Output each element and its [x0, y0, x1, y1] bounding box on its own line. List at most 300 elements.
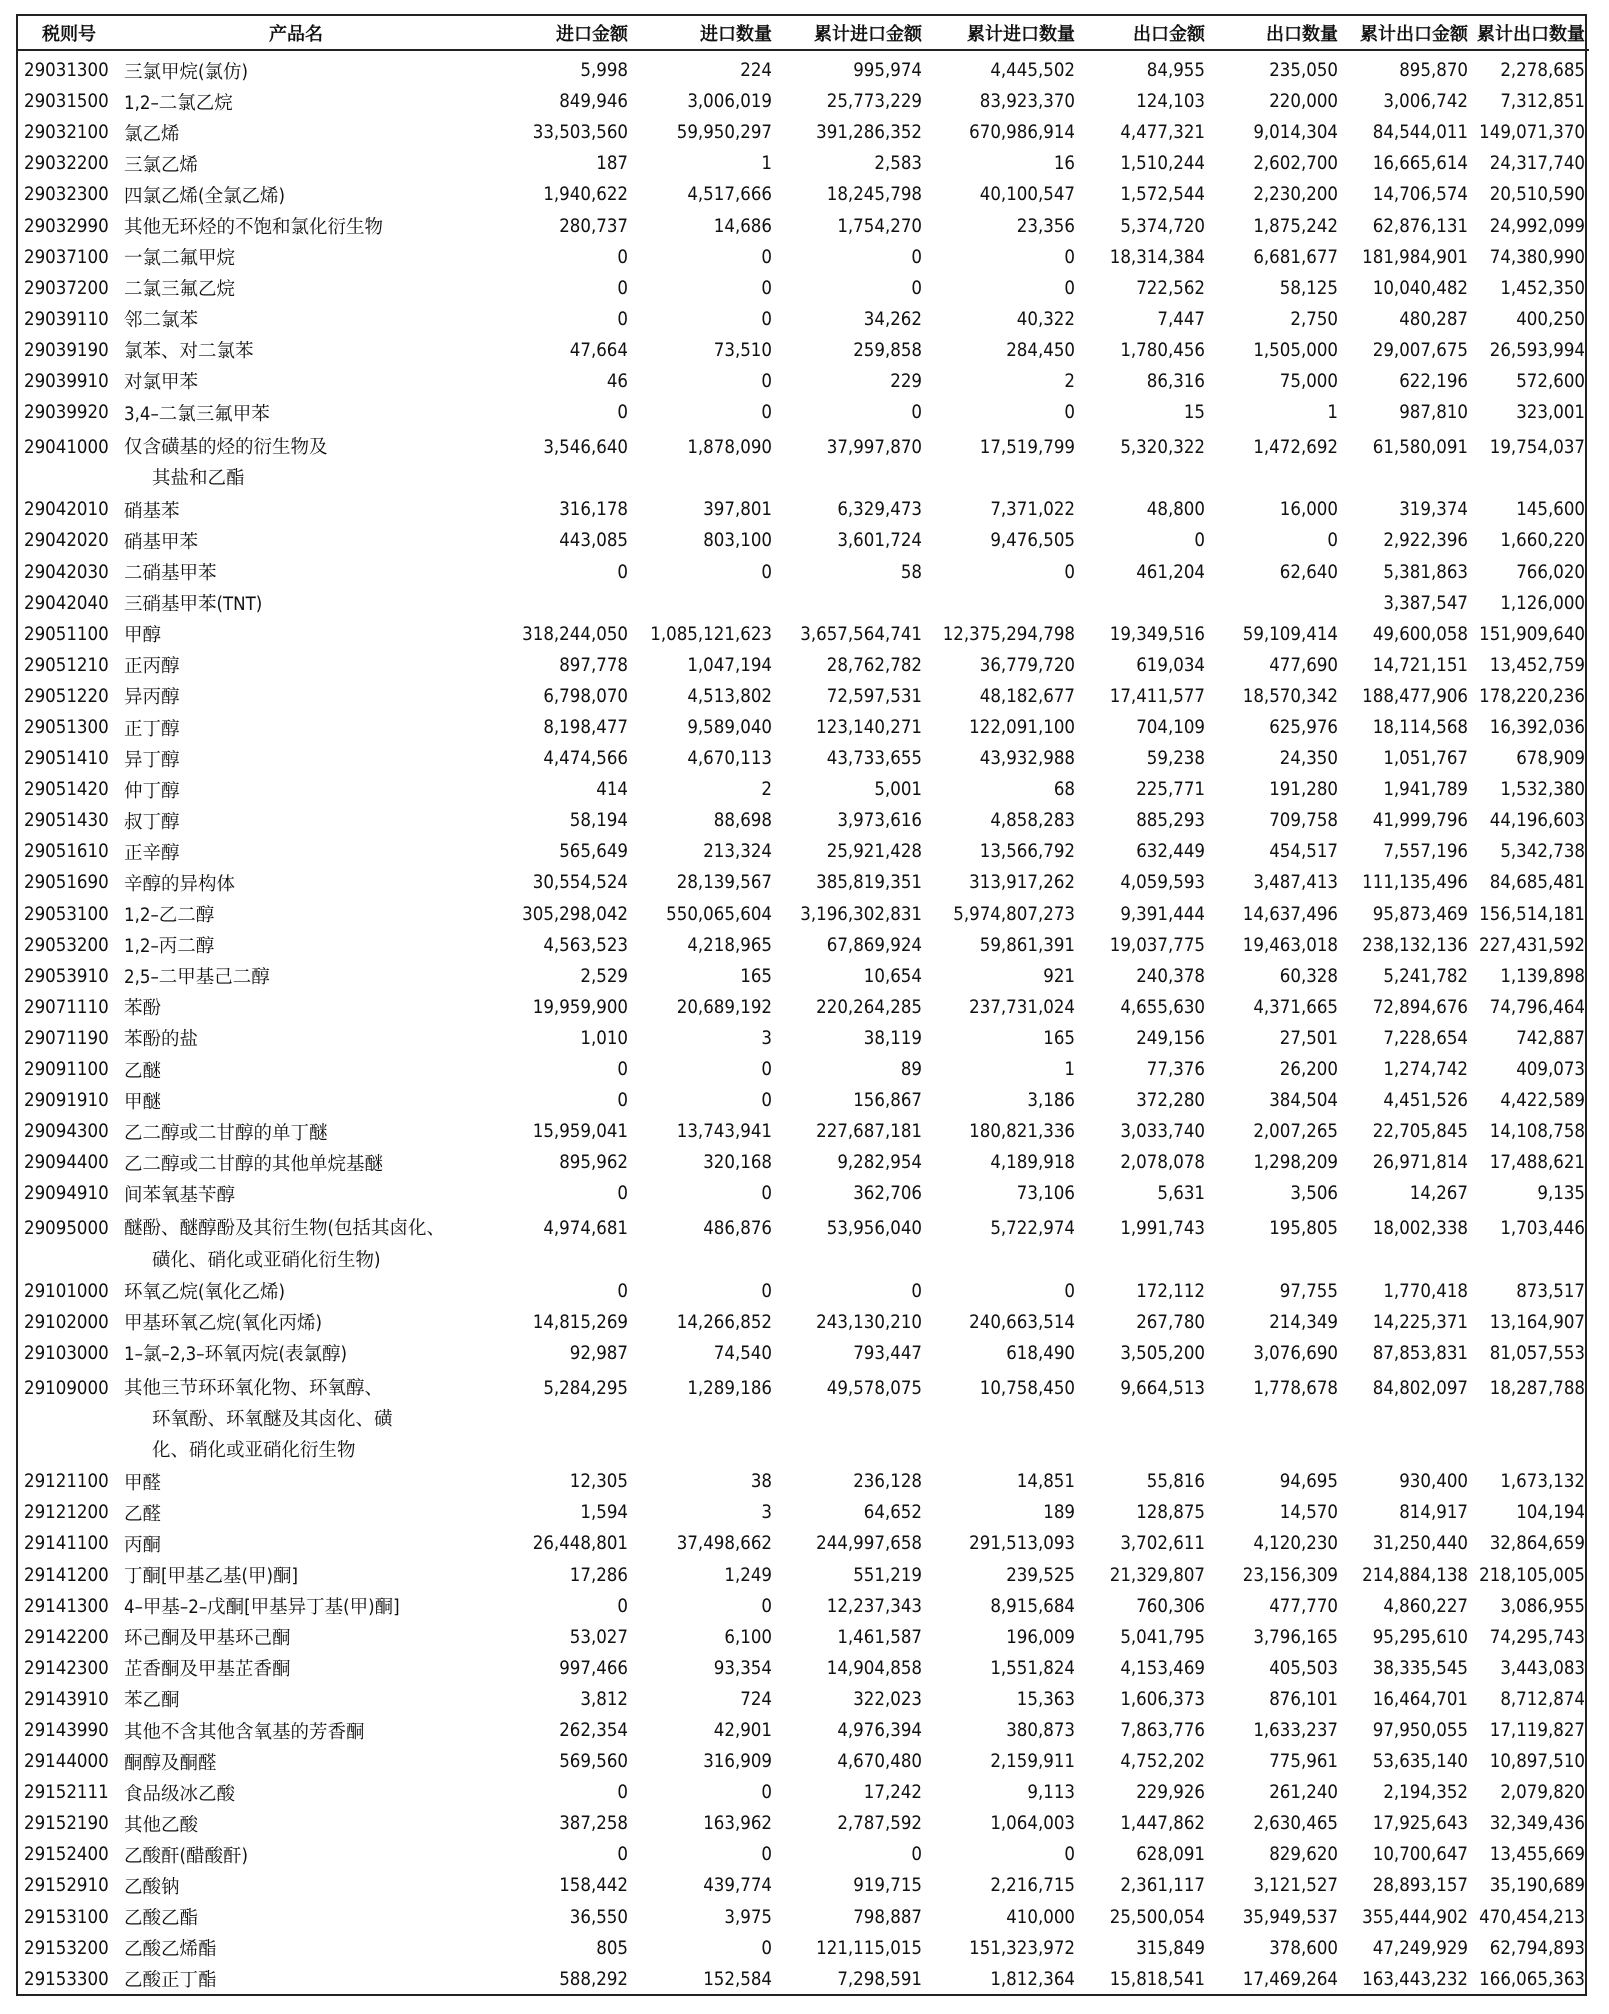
- product-name-cell: [120, 619, 472, 650]
- cumulative-export-quantity-cell: 8,712,874: [1500, 1688, 1585, 1710]
- import-amount-cell: 8,198,477: [543, 717, 628, 739]
- export-quantity-cell: 829,620: [1269, 1844, 1338, 1866]
- export-quantity-cell: 1,875,242: [1253, 215, 1338, 237]
- cumulative-export-quantity-cell: 1,673,132: [1500, 1471, 1585, 1493]
- cumulative-import-quantity-cell: 0: [1064, 277, 1075, 299]
- export-quantity-cell: 59,109,414: [1242, 623, 1338, 645]
- product-name-cell: [120, 304, 472, 335]
- import-quantity-cell: 550,065,604: [666, 903, 772, 925]
- cumulative-export-quantity-cell: 104,194: [1516, 1502, 1585, 1524]
- table-row: [18, 1653, 1589, 1684]
- export-amount-cell: 619,034: [1136, 654, 1205, 676]
- table-row: [18, 899, 1589, 930]
- cumulative-import-quantity-cell: 5,974,807,273: [953, 903, 1075, 925]
- cumulative-export-quantity-cell: 1,660,220: [1500, 530, 1585, 552]
- cumulative-import-amount-cell: 3,601,724: [837, 530, 922, 552]
- import-quantity-cell: 397,801: [703, 499, 772, 521]
- import-quantity-cell: 3: [761, 1027, 772, 1049]
- export-amount-cell: 225,771: [1136, 779, 1205, 801]
- cumulative-export-amount-cell: 188,477,906: [1362, 685, 1468, 707]
- export-quantity-cell: 2,750: [1290, 308, 1338, 330]
- export-amount-cell: 9,391,444: [1120, 903, 1205, 925]
- header-import-amount: 进口金额: [472, 16, 632, 50]
- product-name-cell: [120, 1307, 472, 1338]
- export-amount-cell: [1079, 588, 1209, 619]
- import-amount-cell: 158,442: [559, 1875, 628, 1897]
- table-row: [18, 525, 1589, 556]
- import-amount-cell: 318,244,050: [522, 623, 628, 645]
- export-amount-cell: 59,238: [1146, 748, 1205, 770]
- cumulative-export-amount-cell: 2,194,352: [1383, 1782, 1468, 1804]
- header-cumulative-export-quantity: 累计出口数量: [1472, 16, 1589, 50]
- import-amount-cell: 19,959,900: [532, 996, 628, 1018]
- table-row: [18, 1684, 1589, 1715]
- cumulative-export-quantity-cell: 227,431,592: [1479, 934, 1585, 956]
- export-quantity-cell: 62,640: [1279, 561, 1338, 583]
- import-quantity-cell: 0: [761, 246, 772, 268]
- cumulative-export-amount-cell: 29,007,675: [1372, 339, 1468, 361]
- cumulative-import-quantity-cell: 151,323,972: [969, 1937, 1075, 1959]
- cumulative-export-amount-cell: 14,721,151: [1372, 654, 1468, 676]
- tariff-code-cell: 29141200: [24, 1564, 109, 1586]
- cumulative-import-amount-cell: 53,956,040: [826, 1218, 922, 1240]
- cumulative-export-quantity-cell: 19,754,037: [1489, 437, 1585, 459]
- cumulative-export-quantity-cell: 3,443,083: [1500, 1657, 1585, 1679]
- product-name-line: 三硝基甲苯(TNT): [124, 594, 263, 616]
- cumulative-export-amount-cell: 16,665,614: [1372, 153, 1468, 175]
- product-name-line: 乙酸乙烯酯: [124, 1939, 217, 1961]
- cumulative-import-amount-cell: 64,652: [863, 1502, 922, 1524]
- cumulative-import-quantity-cell: 68: [1053, 779, 1075, 801]
- cumulative-export-quantity-cell: 742,887: [1516, 1027, 1585, 1049]
- product-name-line: 乙醛: [124, 1503, 162, 1525]
- export-quantity-cell: 23,156,309: [1242, 1564, 1338, 1586]
- import-amount-cell: 316,178: [559, 499, 628, 521]
- cumulative-import-amount-cell: 4,976,394: [837, 1720, 922, 1742]
- import-quantity-cell: 9,589,040: [687, 717, 772, 739]
- cumulative-export-amount-cell: 4,860,227: [1383, 1595, 1468, 1617]
- cumulative-export-amount-cell: 18,114,568: [1372, 717, 1468, 739]
- export-quantity-cell: 2,630,465: [1253, 1813, 1338, 1835]
- export-amount-cell: 461,204: [1136, 561, 1205, 583]
- cumulative-export-amount-cell: 5,381,863: [1383, 561, 1468, 583]
- table-row: [18, 1964, 1589, 1995]
- cumulative-export-quantity-cell: 409,073: [1516, 1059, 1585, 1081]
- product-name-line: 异丁醇: [124, 749, 180, 771]
- export-amount-cell: 2,361,117: [1120, 1875, 1205, 1897]
- import-amount-cell: 997,466: [559, 1657, 628, 1679]
- cumulative-import-amount-cell: 89: [900, 1059, 922, 1081]
- export-quantity-cell: 384,504: [1269, 1090, 1338, 1112]
- import-quantity-cell: 0: [761, 1844, 772, 1866]
- cumulative-import-quantity-cell: 2,216,715: [990, 1875, 1075, 1897]
- cumulative-export-amount-cell: 10,040,482: [1372, 277, 1468, 299]
- import-amount-cell: 0: [617, 1090, 628, 1112]
- tariff-code-cell: 29152910: [24, 1875, 109, 1897]
- export-amount-cell: 4,752,202: [1120, 1751, 1205, 1773]
- cumulative-export-amount-cell: 895,870: [1399, 60, 1468, 82]
- tariff-code-cell: 29142200: [24, 1626, 109, 1648]
- cumulative-export-quantity-cell: 1,532,380: [1500, 779, 1585, 801]
- product-name-cell: [120, 1870, 472, 1901]
- cumulative-import-amount-cell: 37,997,870: [826, 437, 922, 459]
- product-name-cell: [120, 1715, 472, 1746]
- cumulative-export-amount-cell: 72,894,676: [1372, 996, 1468, 1018]
- export-quantity-cell: 405,503: [1269, 1657, 1338, 1679]
- export-amount-cell: 267,780: [1136, 1311, 1205, 1333]
- export-quantity-cell: 3,506: [1290, 1183, 1338, 1205]
- cumulative-export-amount-cell: 319,374: [1399, 499, 1468, 521]
- import-amount-cell: 0: [617, 277, 628, 299]
- export-amount-cell: 1,572,544: [1120, 184, 1205, 206]
- cumulative-import-quantity-cell: 16: [1053, 153, 1075, 175]
- cumulative-export-quantity-cell: 7,312,851: [1500, 91, 1585, 113]
- product-name-line: 3,4–二氯三氟甲苯: [124, 403, 270, 425]
- cumulative-export-quantity-cell: 24,992,099: [1489, 215, 1585, 237]
- header-product-name: 产品名: [120, 16, 472, 50]
- export-quantity-cell: 235,050: [1269, 60, 1338, 82]
- cumulative-import-amount-cell: 38,119: [863, 1027, 922, 1049]
- tariff-code-cell: 29032100: [24, 122, 109, 144]
- cumulative-export-quantity-cell: 9,135: [1537, 1183, 1585, 1205]
- cumulative-export-amount-cell: 10,700,647: [1372, 1844, 1468, 1866]
- import-amount-cell: 15,959,041: [532, 1121, 628, 1143]
- product-name-cell: [120, 1902, 472, 1933]
- export-amount-cell: 722,562: [1136, 277, 1205, 299]
- cumulative-import-quantity-cell: 313,917,262: [969, 872, 1075, 894]
- cumulative-export-amount-cell: 62,876,131: [1372, 215, 1468, 237]
- cumulative-export-quantity-cell: 17,488,621: [1489, 1152, 1585, 1174]
- import-quantity-cell: 2: [761, 779, 772, 801]
- tariff-code-cell: 29102000: [24, 1311, 109, 1333]
- product-name-line: 其他三节环环氧化物、环氧醇、: [124, 1377, 384, 1399]
- export-quantity-cell: 58,125: [1279, 277, 1338, 299]
- cumulative-import-quantity-cell: 3,186: [1027, 1090, 1075, 1112]
- table-row: [18, 1622, 1589, 1653]
- import-amount-cell: 1,940,622: [543, 184, 628, 206]
- product-name-line: 硝基苯: [124, 500, 180, 522]
- export-amount-cell: 4,153,469: [1120, 1657, 1205, 1679]
- import-amount-cell: 2,529: [580, 965, 628, 987]
- cumulative-import-quantity-cell: 410,000: [1006, 1906, 1075, 1928]
- product-name-line: 乙醚: [124, 1060, 162, 1082]
- import-amount-cell: 4,974,681: [543, 1218, 628, 1240]
- cumulative-export-amount-cell: 622,196: [1399, 370, 1468, 392]
- import-amount-cell: 0: [617, 1782, 628, 1804]
- table-row: [18, 1497, 1589, 1528]
- cumulative-export-amount-cell: 355,444,902: [1362, 1906, 1468, 1928]
- cumulative-import-quantity-cell: 83,923,370: [979, 91, 1075, 113]
- tariff-code-cell: 29039190: [24, 339, 109, 361]
- tariff-code-cell: 29051690: [24, 872, 109, 894]
- table-row: [18, 179, 1589, 210]
- product-name-cell: [120, 992, 472, 1023]
- product-name-cell: [120, 1497, 472, 1528]
- import-quantity-cell: 3,975: [724, 1906, 772, 1928]
- tariff-code-cell: 29143990: [24, 1720, 109, 1742]
- import-amount-cell: 1,594: [580, 1502, 628, 1524]
- export-amount-cell: 15: [1183, 402, 1205, 424]
- cumulative-import-amount-cell: 385,819,351: [816, 872, 922, 894]
- table-row: [18, 1933, 1589, 1964]
- export-quantity-cell: 477,690: [1269, 654, 1338, 676]
- export-quantity-cell: 191,280: [1269, 779, 1338, 801]
- cumulative-import-quantity-cell: 4,189,918: [990, 1152, 1075, 1174]
- product-name-line: 苯酚: [124, 998, 162, 1020]
- cumulative-import-quantity-cell: 59,861,391: [979, 934, 1075, 956]
- cumulative-import-quantity-cell: 0: [1064, 1844, 1075, 1866]
- import-quantity-cell: 93,354: [713, 1657, 772, 1679]
- table-row: [18, 1054, 1589, 1085]
- cumulative-import-amount-cell: [776, 588, 926, 619]
- cumulative-import-amount-cell: 243,130,210: [816, 1311, 922, 1333]
- tariff-code-cell: 29152111: [24, 1782, 109, 1804]
- import-quantity-cell: [632, 588, 776, 619]
- export-amount-cell: 3,033,740: [1120, 1121, 1205, 1143]
- cumulative-export-quantity-cell: 1,126,000: [1500, 592, 1585, 614]
- tariff-code-cell: 29031300: [24, 60, 109, 82]
- table-row: [18, 494, 1589, 525]
- tariff-code-cell: 29152400: [24, 1844, 109, 1866]
- import-amount-cell: 0: [617, 246, 628, 268]
- import-amount-cell: 0: [617, 1059, 628, 1081]
- export-amount-cell: 3,505,200: [1120, 1342, 1205, 1364]
- cumulative-import-amount-cell: 3,973,616: [837, 810, 922, 832]
- tariff-code-cell: 29121100: [24, 1471, 109, 1493]
- product-name-cell: [120, 1209, 472, 1275]
- import-amount-cell: 4,563,523: [543, 934, 628, 956]
- export-quantity-cell: 195,805: [1269, 1218, 1338, 1240]
- product-name-cell: [120, 179, 472, 210]
- import-amount-cell: 569,560: [559, 1751, 628, 1773]
- product-name-cell: [120, 1560, 472, 1591]
- export-quantity-cell: 454,517: [1269, 841, 1338, 863]
- export-quantity-cell: 27,501: [1279, 1027, 1338, 1049]
- cumulative-import-quantity-cell: 670,986,914: [969, 122, 1075, 144]
- cumulative-export-amount-cell: 26,971,814: [1372, 1152, 1468, 1174]
- export-amount-cell: 2,078,078: [1120, 1152, 1205, 1174]
- export-quantity-cell: 1,505,000: [1253, 339, 1338, 361]
- import-quantity-cell: 0: [761, 1595, 772, 1617]
- product-name-line: 乙二醇或二甘醇的其他单烷基醚: [124, 1153, 384, 1175]
- export-amount-cell: 628,091: [1136, 1844, 1205, 1866]
- tariff-code-cell: 29101000: [24, 1280, 109, 1302]
- import-quantity-cell: 803,100: [703, 530, 772, 552]
- product-name-cell: [120, 273, 472, 304]
- product-name-line: 乙酸酐(醋酸酐): [124, 1845, 248, 1867]
- cumulative-export-quantity-cell: 26,593,994: [1489, 339, 1585, 361]
- cumulative-import-quantity-cell: 284,450: [1006, 339, 1075, 361]
- cumulative-export-amount-cell: 31,250,440: [1372, 1533, 1468, 1555]
- export-amount-cell: 7,447: [1157, 308, 1205, 330]
- product-name-cell: [120, 930, 472, 961]
- cumulative-export-quantity-cell: 400,250: [1516, 308, 1585, 330]
- cumulative-import-amount-cell: 391,286,352: [816, 122, 922, 144]
- cumulative-export-amount-cell: 61,580,091: [1372, 437, 1468, 459]
- cumulative-import-quantity-cell: 15,363: [1016, 1688, 1075, 1710]
- import-amount-cell: 1,010: [580, 1027, 628, 1049]
- header-cumulative-export-amount: 累计出口金额: [1342, 16, 1472, 50]
- cumulative-export-quantity-cell: 166,065,363: [1479, 1968, 1585, 1990]
- cumulative-import-amount-cell: 3,196,302,831: [800, 903, 922, 925]
- cumulative-export-quantity-cell: 873,517: [1516, 1280, 1585, 1302]
- product-name-line: 环己酮及甲基环己酮: [124, 1628, 291, 1650]
- product-name-line: 4–甲基–2–戊酮[甲基异丁基(甲)酮]: [124, 1597, 400, 1619]
- cumulative-import-quantity-cell: 291,513,093: [969, 1533, 1075, 1555]
- export-quantity-cell: 214,349: [1269, 1311, 1338, 1333]
- table-row: [18, 1560, 1589, 1591]
- cumulative-import-quantity-cell: 2,159,911: [990, 1751, 1075, 1773]
- product-name-line: 仅含磺基的烃的衍生物及: [124, 437, 328, 459]
- export-quantity-cell: 1,778,678: [1253, 1377, 1338, 1399]
- product-name-cell: [120, 525, 472, 556]
- product-name-line: 氯苯、对二氯苯: [124, 341, 254, 363]
- import-amount-cell: 0: [617, 1280, 628, 1302]
- product-name-cell: [120, 494, 472, 525]
- table-row: [18, 1147, 1589, 1178]
- product-name-cell: [120, 1116, 472, 1147]
- cumulative-export-amount-cell: 163,443,232: [1362, 1968, 1468, 1990]
- tariff-code-cell: 29031500: [24, 91, 109, 113]
- cumulative-export-amount-cell: 814,917: [1399, 1502, 1468, 1524]
- import-amount-cell: 3,546,640: [543, 437, 628, 459]
- import-quantity-cell: 73,510: [713, 339, 772, 361]
- cumulative-export-amount-cell: 41,999,796: [1372, 810, 1468, 832]
- cumulative-import-quantity-cell: 1,812,364: [990, 1968, 1075, 1990]
- export-amount-cell: 1,510,244: [1120, 153, 1205, 175]
- tariff-code-cell: 29039110: [24, 308, 109, 330]
- cumulative-import-amount-cell: 0: [911, 402, 922, 424]
- cumulative-export-amount-cell: 930,400: [1399, 1471, 1468, 1493]
- tariff-code-cell: 29051410: [24, 748, 109, 770]
- cumulative-export-quantity-cell: 5,342,738: [1500, 841, 1585, 863]
- export-amount-cell: 86,316: [1146, 370, 1205, 392]
- import-amount-cell: 6,798,070: [543, 685, 628, 707]
- import-amount-cell: 12,305: [569, 1471, 628, 1493]
- tariff-code-cell: 29071110: [24, 996, 109, 1018]
- cumulative-export-amount-cell: 7,228,654: [1383, 1027, 1468, 1049]
- product-name-line: 其他不含其他含氧基的芳香酮: [124, 1721, 365, 1743]
- table-row: [18, 1466, 1589, 1497]
- table-row: [18, 210, 1589, 241]
- product-name-line: 苯乙酮: [124, 1690, 180, 1712]
- cumulative-export-quantity-cell: 62,794,893: [1489, 1937, 1585, 1959]
- table-row: [18, 1307, 1589, 1338]
- tariff-code-cell: 29091910: [24, 1090, 109, 1112]
- import-amount-cell: 4,474,566: [543, 748, 628, 770]
- product-name-line: 一氯二氟甲烷: [124, 248, 236, 270]
- product-name-line: 间苯氧基苄醇: [124, 1184, 236, 1206]
- import-amount-cell: 5,998: [580, 60, 628, 82]
- import-amount-cell: 0: [617, 308, 628, 330]
- product-name-line: 苯酚的盐: [124, 1029, 199, 1051]
- table-row: [18, 867, 1589, 898]
- header-import-quantity: 进口数量: [632, 16, 776, 50]
- product-name-continuation: 其盐和乙酯: [152, 468, 245, 490]
- import-amount-cell: 895,962: [559, 1152, 628, 1174]
- cumulative-import-amount-cell: 2,787,592: [837, 1813, 922, 1835]
- export-amount-cell: 172,112: [1136, 1280, 1205, 1302]
- export-quantity-cell: 3,121,527: [1253, 1875, 1338, 1897]
- import-quantity-cell: 0: [761, 402, 772, 424]
- cumulative-import-amount-cell: 72,597,531: [826, 685, 922, 707]
- tariff-code-cell: 29051210: [24, 654, 109, 676]
- import-amount-cell: 588,292: [559, 1968, 628, 1990]
- export-quantity-cell: 1,472,692: [1253, 437, 1338, 459]
- import-quantity-cell: 0: [761, 370, 772, 392]
- export-amount-cell: 7,863,776: [1120, 1720, 1205, 1742]
- cumulative-export-amount-cell: 2,922,396: [1383, 530, 1468, 552]
- tariff-code-cell: 29042030: [24, 561, 109, 583]
- product-name-cell: [120, 712, 472, 743]
- cumulative-import-quantity-cell: 12,375,294,798: [942, 623, 1075, 645]
- cumulative-export-quantity-cell: 1,139,898: [1500, 965, 1585, 987]
- export-amount-cell: 372,280: [1136, 1090, 1205, 1112]
- export-quantity-cell: 16,000: [1279, 499, 1338, 521]
- product-name-line: 异丙醇: [124, 687, 180, 709]
- cumulative-export-quantity-cell: 13,164,907: [1489, 1311, 1585, 1333]
- product-name-cell: [120, 86, 472, 117]
- export-amount-cell: 229,926: [1136, 1782, 1205, 1804]
- export-amount-cell: 315,849: [1136, 1937, 1205, 1959]
- product-name-cell: [120, 1591, 472, 1622]
- import-amount-cell: 30,554,524: [532, 872, 628, 894]
- product-name-line: 仲丁醇: [124, 780, 180, 802]
- cumulative-import-amount-cell: 0: [911, 1280, 922, 1302]
- cumulative-export-amount-cell: 95,295,610: [1372, 1626, 1468, 1648]
- tariff-code-cell: 29153100: [24, 1906, 109, 1928]
- cumulative-export-quantity-cell: 766,020: [1516, 561, 1585, 583]
- cumulative-export-amount-cell: 17,925,643: [1372, 1813, 1468, 1835]
- cumulative-export-amount-cell: 47,249,929: [1372, 1937, 1468, 1959]
- product-name-line: 其他无环烃的不饱和氯化衍生物: [124, 217, 384, 239]
- cumulative-export-amount-cell: 14,267: [1409, 1183, 1468, 1205]
- export-quantity-cell: 220,000: [1269, 91, 1338, 113]
- cumulative-import-quantity-cell: 40,100,547: [979, 184, 1075, 206]
- tariff-code-cell: 29053910: [24, 965, 109, 987]
- cumulative-import-amount-cell: 67,869,924: [826, 934, 922, 956]
- cumulative-import-amount-cell: 25,921,428: [826, 841, 922, 863]
- export-quantity-cell: 14,570: [1279, 1502, 1338, 1524]
- product-name-line: 食品级冰乙酸: [124, 1783, 236, 1805]
- tariff-code-cell: 29051220: [24, 685, 109, 707]
- cumulative-export-quantity-cell: 32,864,659: [1489, 1533, 1585, 1555]
- import-quantity-cell: 439,774: [703, 1875, 772, 1897]
- import-quantity-cell: 724: [740, 1688, 772, 1710]
- product-name-line: 三氯乙烯: [124, 154, 199, 176]
- cumulative-import-amount-cell: 4,670,480: [837, 1751, 922, 1773]
- product-name-line: 其他乙酸: [124, 1814, 199, 1836]
- cumulative-export-amount-cell: 181,984,901: [1362, 246, 1468, 268]
- table-row: [18, 712, 1589, 743]
- cumulative-import-amount-cell: 0: [911, 246, 922, 268]
- cumulative-import-quantity-cell: 4,858,283: [990, 810, 1075, 832]
- cumulative-export-quantity-cell: 678,909: [1516, 748, 1585, 770]
- cumulative-export-quantity-cell: 16,392,036: [1489, 717, 1585, 739]
- cumulative-import-amount-cell: 798,887: [853, 1906, 922, 1928]
- tariff-code-cell: 29051100: [24, 623, 109, 645]
- cumulative-import-quantity-cell: 5,722,974: [990, 1218, 1075, 1240]
- product-name-cell: [120, 1746, 472, 1777]
- table-row: [18, 335, 1589, 366]
- tariff-code-cell: 29142300: [24, 1657, 109, 1679]
- import-amount-cell: 3,812: [580, 1688, 628, 1710]
- cumulative-import-amount-cell: 995,974: [853, 60, 922, 82]
- export-amount-cell: 19,349,516: [1109, 623, 1205, 645]
- cumulative-import-quantity-cell: 7,371,022: [990, 499, 1075, 521]
- cumulative-import-quantity-cell: 0: [1064, 1280, 1075, 1302]
- table-row: [18, 273, 1589, 304]
